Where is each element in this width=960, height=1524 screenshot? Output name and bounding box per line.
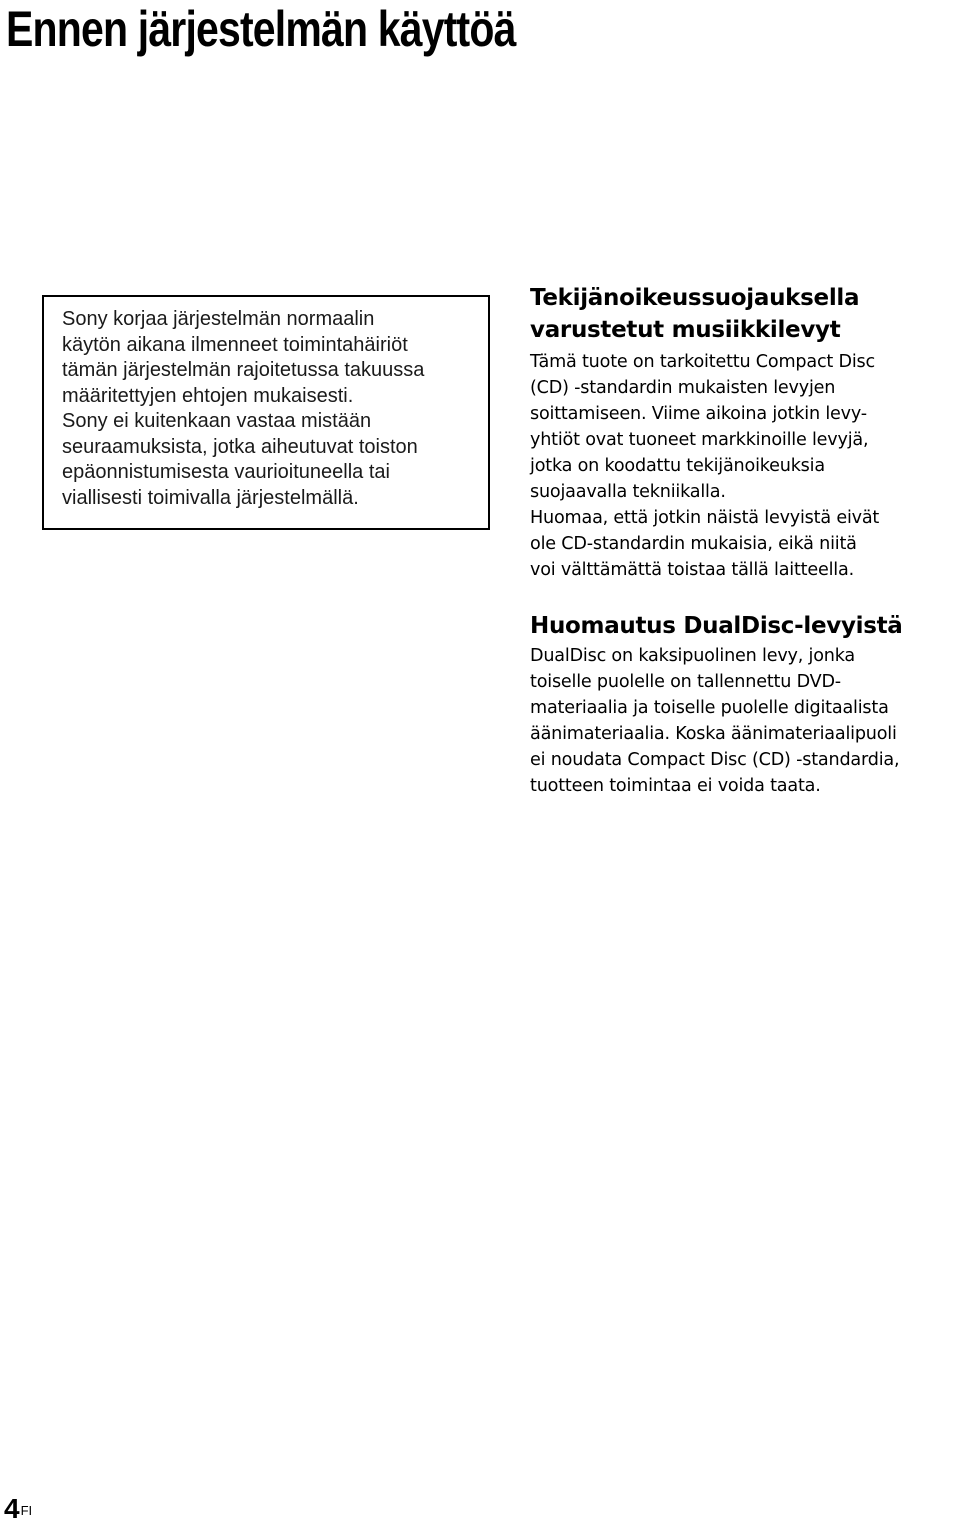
body-line: Huomaa, että jotkin näistä levyistä eivät [530, 508, 880, 528]
notice-line: Sony korjaa järjestelmän normaalin [62, 308, 375, 330]
section-heading [530, 282, 958, 346]
notice-line: käytön aikana ilmenneet toimintahäiriöt [62, 333, 408, 356]
body-line: ole CD-standardin mukaisia, eikä niitä [530, 534, 857, 554]
body-line: (CD) -standardin mukaisten levyjen [530, 378, 836, 398]
body-line: äänimateriaalia. Koska äänimateriaalipuoli [530, 724, 897, 744]
warranty-notice-box [42, 295, 490, 530]
body-line: tuotteen toimintaa ei voida taata. [530, 776, 821, 796]
body-line: suojaavalla tekniikalla. [530, 482, 726, 502]
notice-line: seuraamuksista, jotka aiheutuvat toiston [62, 435, 418, 458]
section-dualdisc-note [530, 610, 958, 799]
section-heading [530, 610, 958, 642]
page-number [4, 1494, 32, 1524]
body-line: toiselle puolelle on tallennettu DVD- [530, 672, 841, 692]
page-language-code: FI [20, 1503, 33, 1518]
body-line: voi välttämättä toistaa tällä laitteella. [530, 560, 854, 580]
notice-line: viallisesti toimivalla järjestelmällä. [62, 486, 359, 509]
section-heading-line: Huomautus DualDisc-levyistä [530, 613, 903, 639]
body-line: materiaalia ja toiselle puolelle digitaalista [530, 698, 889, 718]
section-heading-line: varustetut musiikkilevyt [530, 317, 841, 343]
section-body [530, 643, 958, 799]
section-heading-line: Tekijänoikeussuojauksella [530, 285, 860, 311]
body-line: Tämä tuote on tarkoitettu Compact Disc [530, 352, 875, 372]
body-line: ei noudata Compact Disc (CD) -standardia, [530, 750, 900, 770]
body-line: jotka on koodattu tekijänoikeuksia [530, 456, 825, 476]
notice-line: Sony ei kuitenkaan vastaa mistään [62, 410, 372, 432]
notice-line: määritettyjen ehtojen mukaisesti. [62, 384, 354, 407]
notice-line: epäonnistumisesta vaurioituneella tai [62, 461, 390, 483]
page-number-value: 4 [4, 1493, 20, 1524]
body-line: DualDisc on kaksipuolinen levy, jonka [530, 646, 856, 666]
section-copyright-discs [530, 282, 958, 583]
page-title: Ennen järjestelmän käyttöä [6, 1, 516, 57]
body-line: yhtiöt ovat tuoneet markkinoille levyjä, [530, 430, 869, 450]
section-body [530, 349, 958, 583]
body-line: soittamiseen. Viime aikoina jotkin levy- [530, 404, 867, 424]
notice-line: tämän järjestelmän rajoitetussa takuussa [62, 359, 425, 381]
